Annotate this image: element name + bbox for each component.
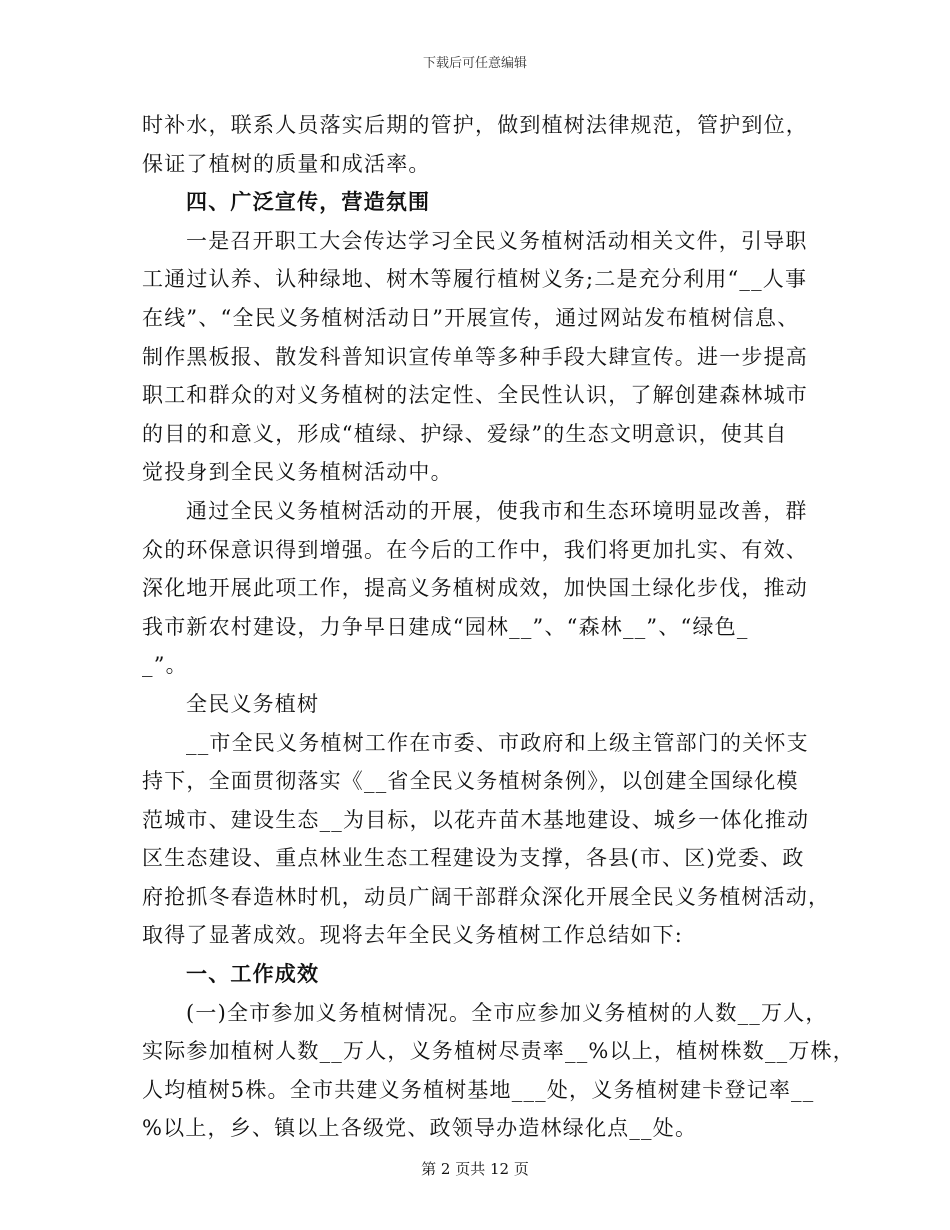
document-body bbox=[142, 106, 855, 1148]
text-line: 区生态建设、重点林业生态工程建设为支撑，各县(市、区)党委、政 bbox=[142, 846, 805, 871]
text-line: 的目的和意义，形成“植绿、护绿、爱绿”的生态文明意识，使其自 bbox=[142, 421, 788, 446]
text-line: 深化地开展此项工作，提高义务植树成效，加快国土绿化步伐，推动 bbox=[142, 576, 808, 601]
text-line: 实际参加植树人数__万人，义务植树尽责率__%以上，植树株数__万株， bbox=[142, 1039, 855, 1064]
text-line: 我市新农村建设，力争早日建成“园林__”、“森林__”、“绿色_ bbox=[142, 614, 749, 639]
section-heading: 四、广泛宣传，营造氛围 bbox=[186, 189, 431, 215]
text-line: 人均植树5株。全市共建义务植树基地___处，义务植树建卡登记率__ bbox=[142, 1077, 815, 1102]
text-line: _”。 bbox=[142, 653, 188, 678]
text-line: 众的环保意识得到增强。在今后的工作中，我们将更加扎实、有效、 bbox=[142, 537, 808, 562]
text-line: 保证了植树的质量和成活率。 bbox=[142, 151, 431, 176]
text-line: 取得了显著成效。现将去年全民义务植树工作总结如下: bbox=[142, 923, 684, 948]
text-line: 府抢抓冬春造林时机，动员广阔干部群众深化开展全民义务植树活动， bbox=[142, 884, 831, 909]
text-line: 一是召开职工大会传达学习全民义务植树活动相关文件，引导职 bbox=[186, 228, 808, 253]
section-heading: 一、工作成效 bbox=[186, 961, 320, 987]
page-header: 下载后可任意编辑 bbox=[422, 56, 527, 71]
text-line: 在线”、“全民义务植树活动日”开展宣传，通过网站发布植树信息、 bbox=[142, 305, 800, 330]
text-line: 工通过认养、认种绿地、树木等履行植树义务;二是充分利用“__人事 bbox=[142, 267, 808, 292]
page-footer: 第 2 页共 12 页 bbox=[421, 1160, 529, 1178]
text-line: 时补水，联系人员落实后期的管护，做到植树法律规范，管护到位， bbox=[142, 113, 808, 137]
text-line: 觉投身到全民义务植树活动中。 bbox=[142, 460, 453, 485]
text-line: 制作黑板报、散发科普知识宣传单等多种手段大肆宣传。进一步提高 bbox=[142, 344, 808, 369]
text-line: 通过全民义务植树活动的开展，使我市和生态环境明显改善，群 bbox=[186, 498, 808, 523]
text-line: 范城市、建设生态__为目标，以花卉苗木基地建设、城乡一体化推动 bbox=[142, 807, 810, 832]
text-line: (一)全市参加义务植树情况。全市应参加义务植树的人数__万人， bbox=[186, 1000, 828, 1025]
text-line: 职工和群众的对义务植树的法定性、全民性认识，了解创建森林城市 bbox=[142, 383, 808, 408]
text-line: 全民义务植树 bbox=[186, 691, 320, 716]
text-line: %以上，乡、镇以上各级党、政领导办造林绿化点__处。 bbox=[142, 1116, 698, 1141]
text-line: 持下，全面贯彻落实《__省全民义务植树条例》，以创建全国绿化模 bbox=[142, 769, 799, 794]
text-line: __市全民义务植树工作在市委、市政府和上级主管部门的关怀支 bbox=[186, 730, 809, 755]
